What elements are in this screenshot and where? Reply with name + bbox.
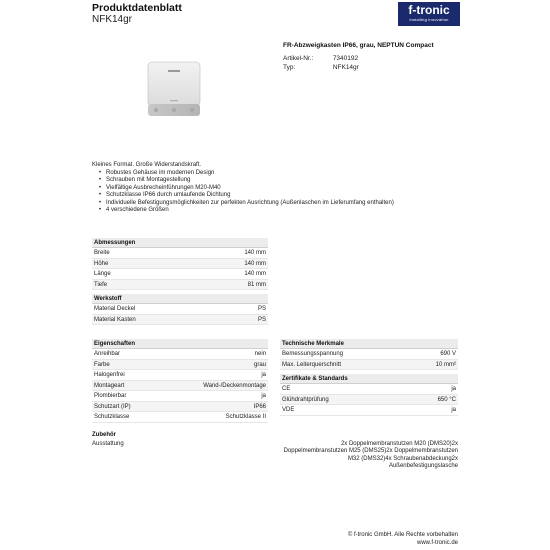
row-value: ja [261,372,266,378]
row-value: 81 mm [247,281,266,288]
brand-logo [398,2,460,26]
row-value: IP66 [253,403,266,410]
row-label: CE [282,386,291,392]
row-label: Material Deckel [94,306,136,312]
feature-item: • Schrauben mit Montagestellung [99,177,394,185]
product-image [142,60,206,120]
logo-tagline: installing innovation [409,17,449,22]
row-label: Tiefe [94,281,108,288]
table-row [92,402,268,413]
row-value: grau [253,361,266,368]
website-link[interactable]: www.f-tronic.de [416,540,458,546]
table-row [280,384,458,395]
feature-item: • 4 verschiedene Größen [99,207,394,215]
product-name: FR-Abzweigkasten IP66, grau, NEPTUN Compact [283,42,434,49]
table-row [92,381,268,392]
accessory-line: Außenbefestigungslasche [388,462,458,469]
row-label: Material Kasten [94,316,136,323]
row-label: Bemessungsspannung [282,351,344,357]
properties-title: Eigenschaften [92,339,268,349]
table-row [92,360,268,371]
feature-item: • Vielfältige Ausbrecheinführungen M20-M40 [99,185,394,193]
row-label: Schutzart (IP) [94,403,131,410]
accessory-section [92,432,458,470]
row-value: PS [257,306,266,312]
row-value: PS [257,316,266,323]
type-value: NFK14gr [332,64,359,71]
row-label: Montageart [94,382,125,389]
type-label: Typ: [283,64,296,71]
accessory-line: M32 (DMS32)4x Schraubenabdeckung2x [347,455,458,462]
accessory-label: Ausstattung [92,441,124,447]
row-value: ja [451,386,456,392]
dimensions-title: Abmessungen [92,238,268,248]
table-row [92,304,268,315]
accessory-row [92,441,458,470]
page-footer [348,531,458,547]
table-row [280,349,458,360]
row-label: VDE [282,407,295,413]
row-value: 650 °C [437,396,456,403]
copyright-text: © f-tronic GmbH. Alle Rechte vorbehalten [347,532,458,538]
properties-table [92,339,268,423]
table-row [280,395,458,406]
row-label: Länge [94,271,111,277]
row-label: Anreihbar [94,351,121,357]
page-subtitle: NFK14gr [92,14,133,25]
certificates-title: Zertifikate & Standards [280,374,458,384]
dimensions-rows [92,248,268,290]
row-value: ja [261,393,266,399]
dimensions-table [92,238,268,290]
material-rows [92,304,268,325]
row-label: Höhe [94,260,109,267]
row-label: Breite [94,250,110,256]
type-row [283,64,359,71]
row-label: Halogenfrei [94,372,125,378]
feature-item: • Individuelle Befestigungsmöglichkeiten zur perfekten Ausrichtung (Außenlaschen im Lieferumfang enthalten) [99,200,394,208]
accessory-value [258,441,458,470]
feature-list [99,170,394,215]
row-value: 10 mm² [435,361,456,368]
row-value: Wand-/Deckenmontage [203,382,266,389]
row-value: ja [451,407,456,413]
table-row [92,315,268,326]
table-row [92,349,268,360]
table-row [92,259,268,270]
table-row [92,269,268,280]
article-number-value: 7340192 [332,55,359,62]
feature-item: • Robustes Gehäuse im modernen Design [99,170,394,178]
table-row [92,412,268,423]
table-row [280,360,458,371]
feature-item: • Schutzklasse IP66 durch umlaufende Dichtung [99,192,394,200]
row-value: Schutzklasse II [225,414,266,420]
row-label: Glühdrahtprüfung [282,396,329,403]
description-intro: Kleines Format. Große Widerstandskraft. [92,162,202,168]
row-label: Farbe [94,361,110,368]
properties-rows [92,349,268,423]
accessory-line: Doppelmembranstutzen M25 (DMS25)2x Doppelmembranstutzen [283,448,458,455]
certificates-table [280,374,458,416]
technical-title: Technische Merkmale [280,339,458,349]
product-description [92,162,394,215]
row-value: 690 V [440,351,456,357]
row-value: 140 mm [244,260,266,267]
table-row [92,370,268,381]
row-value: nein [254,351,266,357]
material-table [92,294,268,325]
row-label: Max. Leiterquerschnitt [282,361,342,368]
material-title: Werkstoff [92,294,268,304]
row-label: Schutzklasse [94,414,130,420]
table-row [92,248,268,259]
table-row [280,405,458,416]
table-row [92,280,268,291]
row-value: 140 mm [244,271,266,277]
row-value: 140 mm [244,250,266,256]
article-number-label: Artikel-Nr.: [283,55,314,62]
accessory-title: Zubehör [92,432,116,438]
accessory-line: 2x Doppelmembranstutzen M20 (DMS20)2x [340,441,458,447]
technical-rows [280,349,458,370]
table-row [92,391,268,402]
certificates-rows [280,384,458,416]
page-title: Produktdatenblatt [92,2,182,14]
row-label: Plombierbar [94,393,127,399]
logo-name: f-tronic [408,3,450,17]
article-number-row [283,55,358,62]
technical-table [280,339,458,370]
